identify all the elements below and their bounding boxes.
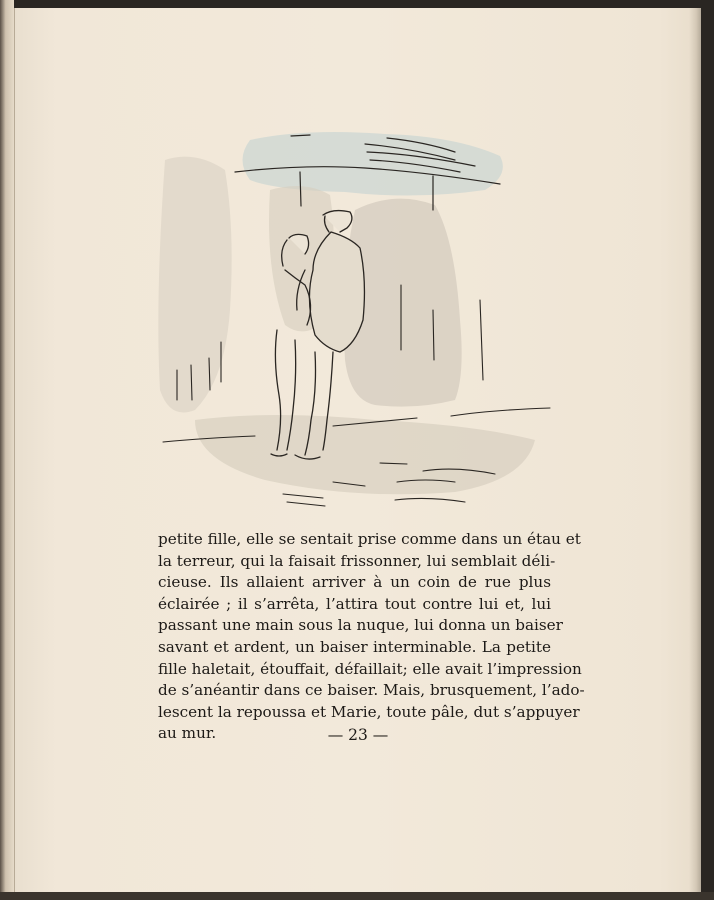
text-line: cieuse. Ils allaient arriver à un coin de rue plus — [158, 573, 551, 592]
book-binding — [0, 0, 14, 900]
text-line: la terreur, qui la faisait frissonner, lui semblait déli- — [158, 551, 556, 570]
page-number: — 23 — — [327, 726, 389, 744]
text-line: fille haletait, étouffait, défaillait; elle avait l’impression — [158, 659, 582, 678]
body-text — [158, 529, 585, 745]
book-page — [14, 8, 701, 894]
text-line: petite fille, elle se sentait prise comme dans un étau et — [158, 530, 581, 548]
page-bottom-shadow — [0, 892, 714, 900]
page-edge-shadow — [689, 8, 701, 894]
text-line: de s’anéantir dans ce baiser. Mais, brusquement, l’ado- — [158, 681, 585, 700]
text-line: éclairée ; il s’arrêta, l’attira tout contre lui et, lui — [158, 594, 551, 613]
text-line: passant une main sous la nuque, lui donna un baiser — [158, 616, 563, 635]
ink-wash-illustration — [155, 120, 575, 520]
text-line: au mur. — [158, 724, 217, 743]
text-line: lescent la repoussa et Marie, toute pâle, dut s’appuyer — [158, 702, 580, 721]
text-line: savant et ardent, un baiser interminable. La petite — [158, 637, 551, 656]
